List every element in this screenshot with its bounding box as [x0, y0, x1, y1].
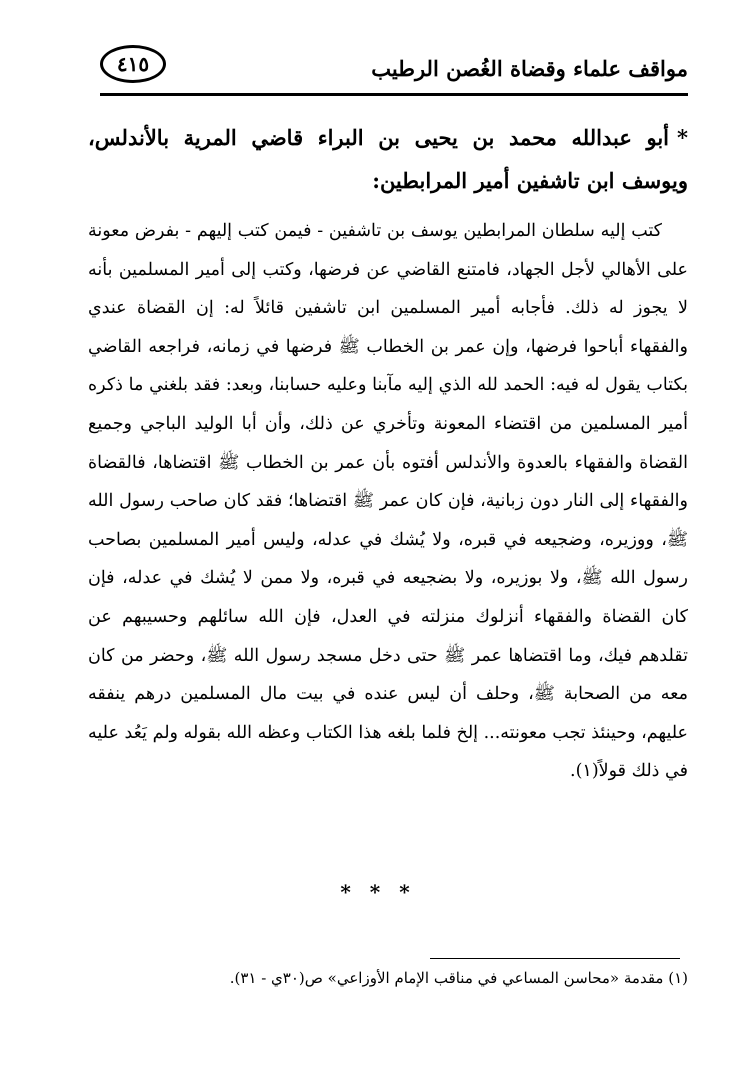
page-number: ٤١٥: [100, 45, 166, 83]
section-separator-ornament: * * *: [340, 880, 416, 904]
section-marker: *: [677, 125, 688, 150]
footnote-divider: [430, 958, 680, 959]
footnote: (١) مقدمة «محاسن المساعي في مناقب الإمام الأوزاعي» ص(٣٠ي - ٣١).: [229, 969, 688, 987]
body-text: [88, 212, 688, 791]
running-header-title: مواقف علماء وقضاة الغُصن الرطيب: [371, 56, 688, 81]
section-heading-text: أبو عبدالله محمد بن يحيى بن البراء قاضي المرية بالأندلس، ويوسف ابن تاشفين أمير المرابطين:: [88, 125, 688, 193]
header-divider: [100, 93, 688, 96]
body-paragraph: كتب إليه سلطان المرابطين يوسف بن تاشفين - فيمن كتب إليهم - بفرض معونة على الأهالي لأجل الجهاد، فامتنع القاضي عن فرضها، وكتب إلى أمير المسلمين بأنه لا يجوز له ذلك. فأجابه أمير المسلمين ابن تاشفين قائلاً له: إن القضاة عندي والفقهاء أباحوا فرضها، وإن عمر بن الخطاب ﷺ فرضها في زمانه، فراجعه القاضي بكتاب يقول له فيه: الحمد لله الذي إليه مآبنا وعليه حسابنا، وبعد: فقد بلغني ما ذكره أمير المسلمين من اقتضاء المعونة وتأخري عن ذلك، وأن أبا الوليد الباجي وجميع القضاة والفقهاء بالعدوة والأندلس أفتوه بأن عمر بن الخطاب ﷺ اقتضاها، فالقضاة والفقهاء إلى النار دون زبانية، فإن كان عمر ﷺ اقتضاها؛ فقد كان صاحب رسول الله ﷺ، ووزيره، وضجيعه في قبره، ولا يُشك في عدله، وليس أمير المسلمين بصاحب رسول الله ﷺ، ولا بوزيره، ولا بضجيعه في قبره، ولا ممن لا يُشك في عدله، فإن كان القضاة والفقهاء أنزلوك منزلته في العدل، فإن الله سائلهم وحسيبهم عن تقلدهم فيك، وما اقتضاها عمر ﷺ حتى دخل مسجد رسول الله ﷺ، وحضر من كان معه من الصحابة ﷺ، وحلف أن ليس عنده في بيت مال المسلمين درهم ينفقه عليهم، وحينئذ تجب معونته... إلخ فلما بلغه هذا الكتاب وعظه الله بقوله ولم يَعُد عليه في ذلك قولاً(١).: [88, 221, 688, 782]
section-heading: [88, 116, 688, 202]
